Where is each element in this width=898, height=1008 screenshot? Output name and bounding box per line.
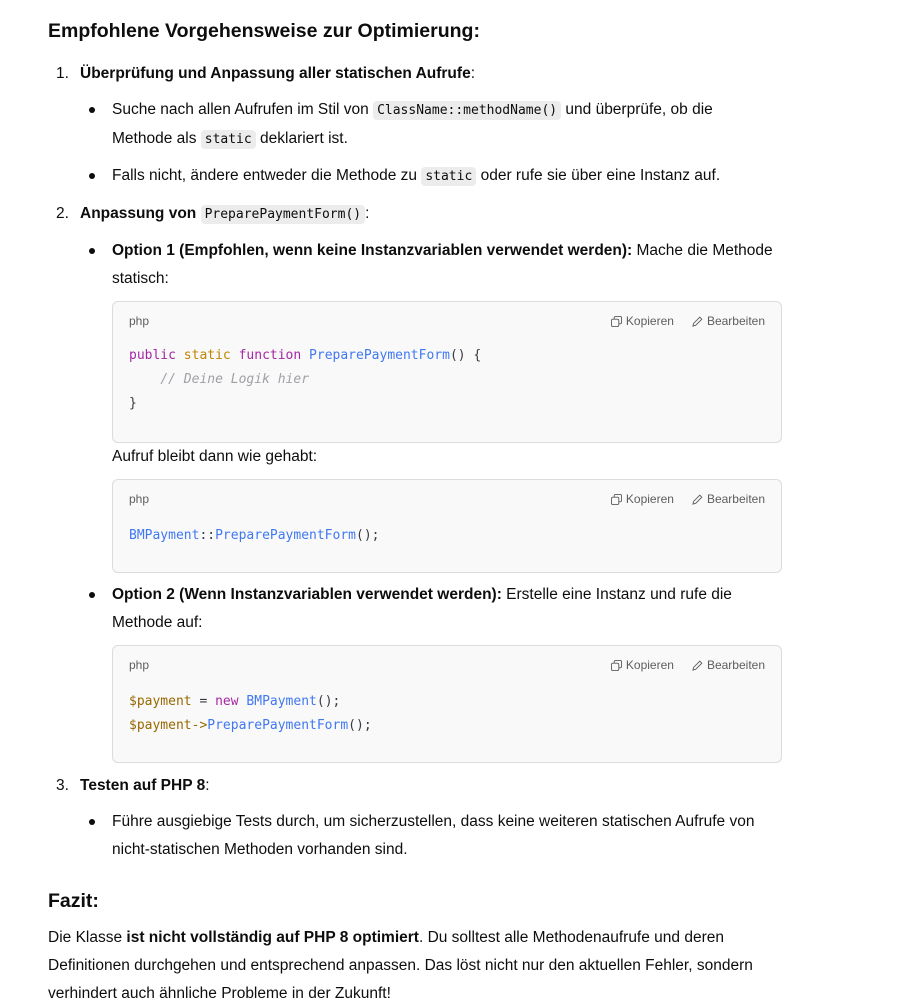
inline-code: static: [201, 130, 256, 149]
code-block: [112, 479, 782, 573]
bullet-dot: [89, 592, 95, 598]
list-item: Falls nicht, ändere entweder die Methode zu static oder rufe sie über eine Instanz auf.: [48, 162, 788, 191]
code-language-label: php: [129, 314, 150, 328]
code-block: [112, 301, 782, 443]
paragraph: Aufruf bleibt dann wie gehabt:: [112, 448, 318, 465]
step-title: Testen auf PHP 8: [80, 777, 206, 794]
list-item: Suche nach allen Aufrufen im Stil von ClassName::methodName() und überprüfe, ob die Methode als static deklariert ist.: [48, 96, 788, 154]
step-3: 3. Testen auf PHP 8:: [48, 772, 788, 800]
code-block-header: [113, 480, 781, 518]
code-block-header: [113, 302, 781, 340]
copy-button[interactable]: Kopieren: [611, 657, 674, 673]
bullet-dot: [89, 819, 95, 825]
step-1: 1. Überprüfung und Anpassung aller statischen Aufrufe:: [48, 60, 788, 88]
pencil-icon: [692, 660, 703, 671]
bullet-dot: [89, 248, 95, 254]
fazit-paragraph: Die Klasse ist nicht vollständig auf PHP 8 optimiert. Du solltest alle Methodenaufrufe und deren Definitionen durchgehen und entsprechend anpassen. Das löst nicht nur den aktuellen Fehler, sondern verhindert auch ähnliche Probleme in der Zukunft!: [48, 929, 753, 1002]
step-2: 2. Anpassung von PreparePaymentForm() :: [48, 200, 788, 229]
code-language-label: php: [129, 492, 150, 506]
step-number: 1.: [56, 65, 69, 82]
copy-icon: [611, 660, 622, 671]
inline-code: PreparePaymentForm(): [201, 205, 366, 224]
list-item: Option 2 (Wenn Instanzvariablen verwendet werden): Erstelle eine Instanz und rufe die Methode auf:: [48, 581, 788, 637]
copy-button[interactable]: Kopieren: [611, 313, 674, 329]
step-title: Anpassung von: [80, 205, 201, 222]
copy-icon: [611, 494, 622, 505]
edit-button[interactable]: Bearbeiten: [692, 313, 765, 329]
copy-button[interactable]: Kopieren: [611, 491, 674, 507]
code-content: $payment = new BMPayment(); $payment->PreparePaymentForm();: [129, 694, 372, 733]
edit-button[interactable]: Bearbeiten: [692, 491, 765, 507]
code-content: BMPayment::PreparePaymentForm();: [129, 528, 380, 543]
copy-icon: [611, 316, 622, 327]
edit-button[interactable]: Bearbeiten: [692, 657, 765, 673]
code-block: [112, 645, 782, 763]
code-block-header: [113, 646, 781, 684]
inline-code: ClassName::methodName(): [373, 101, 561, 120]
fazit-heading: Fazit:: [48, 890, 99, 912]
pencil-icon: [692, 494, 703, 505]
bullet-dot: [89, 107, 95, 113]
response-content: [48, 16, 788, 1008]
code-language-label: php: [129, 658, 150, 672]
code-content: public static function PreparePaymentForm() { // Deine Logik hier }: [129, 348, 482, 411]
inline-code: static: [421, 167, 476, 186]
list-item: Option 1 (Empfohlen, wenn keine Instanzvariablen verwendet werden): Mache die Methode statisch:: [48, 237, 788, 293]
step-number: 2.: [56, 205, 69, 222]
section-heading: Empfohlene Vorgehensweise zur Optimierung:: [48, 20, 480, 42]
list-item: Führe ausgiebige Tests durch, um sicherzustellen, dass keine weiteren statischen Aufrufe von nicht-statischen Methoden vorhanden sind.: [48, 808, 788, 864]
step-number: 3.: [56, 777, 69, 794]
pencil-icon: [692, 316, 703, 327]
step-title: Überprüfung und Anpassung aller statischen Aufrufe: [80, 65, 471, 82]
bullet-dot: [89, 173, 95, 179]
